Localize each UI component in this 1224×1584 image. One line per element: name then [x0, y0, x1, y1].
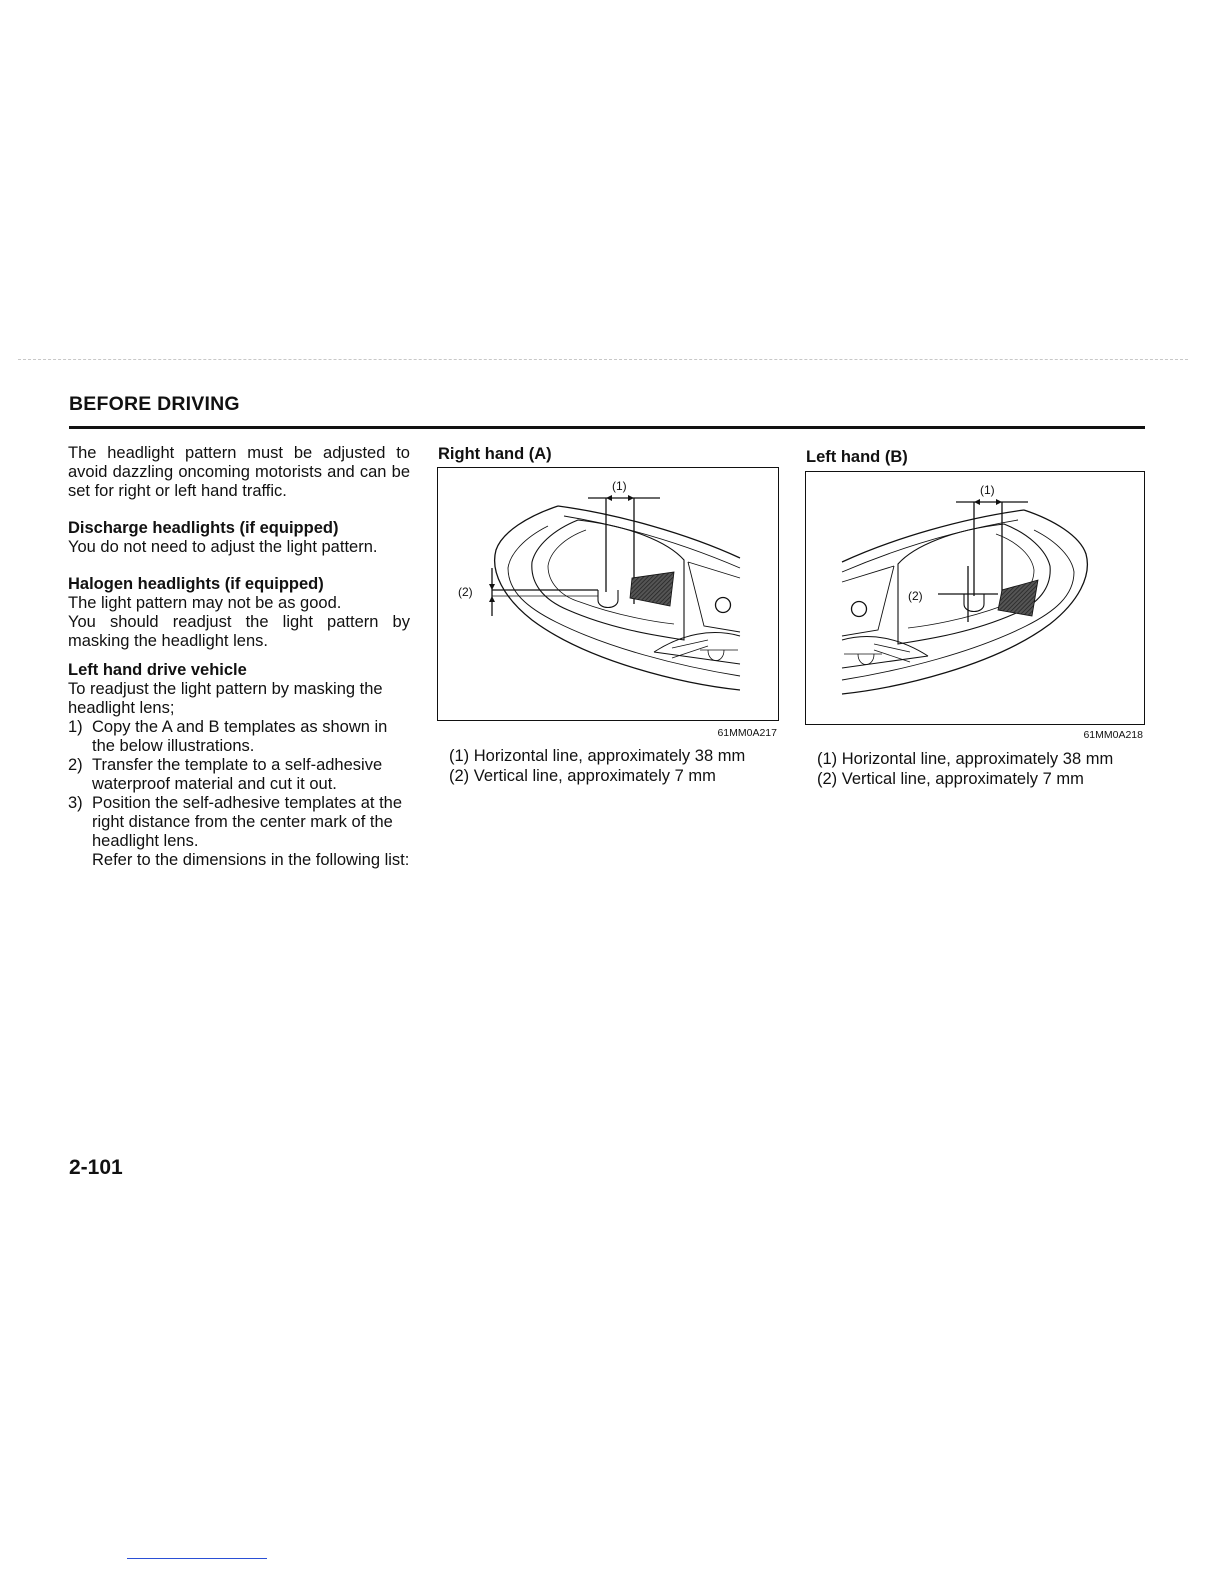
page-number: 2-101 — [69, 1156, 123, 1179]
steps-list — [68, 718, 410, 870]
label-1: (1) — [612, 479, 627, 493]
headlight-template-b — [806, 472, 1144, 724]
footer-link-underline — [127, 1558, 267, 1559]
headlight-template-a — [438, 468, 778, 720]
caption-line: (1) Horizontal line, approximately 38 mm — [449, 747, 746, 765]
step-number: 2) — [68, 756, 83, 774]
list-item — [68, 794, 410, 870]
step-extra-text: Refer to the dimensions in the following list: — [92, 851, 410, 869]
figure-a-captions — [449, 746, 745, 786]
caption-line: (2) Vertical line, approximately 7 mm — [449, 767, 716, 785]
figure-a-diagram — [437, 467, 779, 721]
caption-line: (2) Vertical line, approximately 7 mm — [817, 770, 1084, 788]
discharge-text: You do not need to adjust the light pattern. — [68, 538, 378, 556]
label-2: (2) — [908, 589, 923, 603]
section-title: BEFORE DRIVING — [69, 393, 240, 415]
figure-b-heading: Left hand (B) — [806, 448, 908, 466]
figure-b-code: 61MM0A218 — [1083, 729, 1143, 741]
scan-artifact-line — [18, 359, 1188, 360]
halogen-text-1: The light pattern may not be as good. — [68, 594, 342, 612]
step-number: 3) — [68, 794, 83, 812]
step-text: Transfer the template to a self-adhesive waterproof material and cut it out. — [92, 756, 383, 793]
figure-b-captions — [817, 749, 1113, 789]
step-text: Copy the A and B templates as shown in the below illustrations. — [92, 718, 388, 755]
step-text: Position the self-adhesive templates at the right distance from the center mark of the headlight lens. — [92, 794, 403, 850]
figure-a-code: 61MM0A217 — [717, 727, 777, 739]
instructions-column — [68, 444, 410, 870]
intro-paragraph: The headlight pattern must be adjusted to avoid dazzling oncoming motorists and can be set for right or left hand traffic. — [68, 444, 410, 500]
discharge-heading: Discharge headlights (if equipped) — [68, 519, 339, 537]
halogen-text-2: You should readjust the light pattern by masking the headlight lens. — [68, 613, 410, 650]
caption-line: (1) Horizontal line, approximately 38 mm — [817, 750, 1114, 768]
lhd-intro: To readjust the light pattern by masking the headlight lens; — [68, 680, 383, 717]
lhd-heading: Left hand drive vehicle — [68, 661, 247, 679]
label-1: (1) — [980, 483, 995, 497]
step-number: 1) — [68, 718, 83, 736]
halogen-heading: Halogen headlights (if equipped) — [68, 575, 324, 593]
list-item — [68, 756, 410, 794]
list-item — [68, 718, 410, 756]
figure-a-heading: Right hand (A) — [438, 445, 552, 463]
section-rule — [69, 426, 1145, 429]
label-2: (2) — [458, 585, 473, 599]
figure-b-diagram — [805, 471, 1145, 725]
